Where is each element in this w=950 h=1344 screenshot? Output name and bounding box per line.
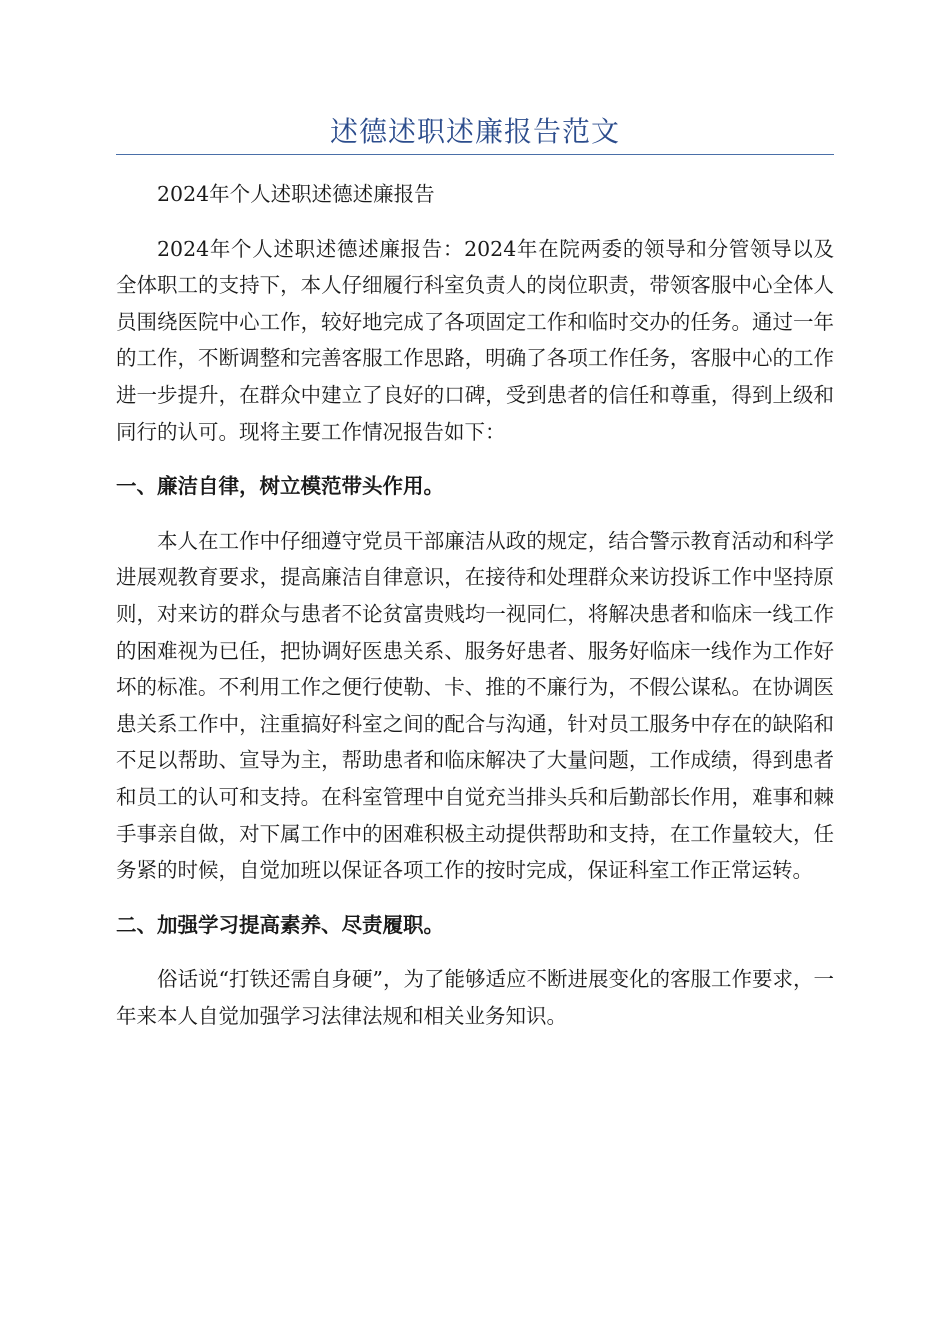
document-title: 述德述职述廉报告范文	[329, 115, 620, 148]
title-underline	[116, 154, 834, 155]
document-subtitle: 2024年个人述职述德述廉报告	[157, 182, 435, 206]
section-heading-2: 二、加强学习提高素养、尽责履职。	[116, 912, 444, 937]
section-heading-1: 一、廉洁自律，树立模范带头作用。	[116, 474, 444, 499]
intro-paragraph: 2024年个人述职述德述廉报告：2024年在院两委的领导和分管领导以及全体职工的支持下，本人仔细履行科室负责人的岗位职责，带领客服中心全体人员围绕医院中心工作，较好地完成了各项固定工作和临时交办的任务。通过一年的工作，不断调整和完善客服工作思路，明确了各项工作任务，客服中心的工作进一步提升，在群众中建立了良好的口碑，受到患者的信任和尊重，得到上级和同行的认可。现将主要工作情况报告如下：	[116, 236, 834, 444]
section-paragraph-2: 俗话说“打铁还需自身硬”，为了能够适应不断进展变化的客服工作要求，一年来本人自觉加强学习法律法规和相关业务知识。	[116, 967, 834, 1028]
document-body	[116, 176, 834, 1034]
section-paragraph-1: 本人在工作中仔细遵守党员干部廉洁从政的规定，结合警示教育活动和科学进展观教育要求，提高廉洁自律意识，在接待和处理群众来访投诉工作中坚持原则，对来访的群众与患者不论贫富贵贱均一视同仁，将解决患者和临床一线工作的困难视为已任，把协调好医患关系、服务好患者、服务好临床一线作为工作好坏的标准。不利用工作之便行使勒、卡、推的不廉行为，不假公谋私。在协调医患关系工作中，注重搞好科室之间的配合与沟通，针对员工服务中存在的缺陷和不足以帮助、宣导为主，帮助患者和临床解决了大量问题，工作成绩，得到患者和员工的认可和支持。在科室管理中自觉充当排头兵和后勤部长作用，难事和棘手事亲自做，对下属工作中的困难积极主动提供帮助和支持，在工作量较大，任务紧的时候，自觉加班以保证各项工作的按时完成，保证科室工作正常运转。	[116, 528, 834, 883]
